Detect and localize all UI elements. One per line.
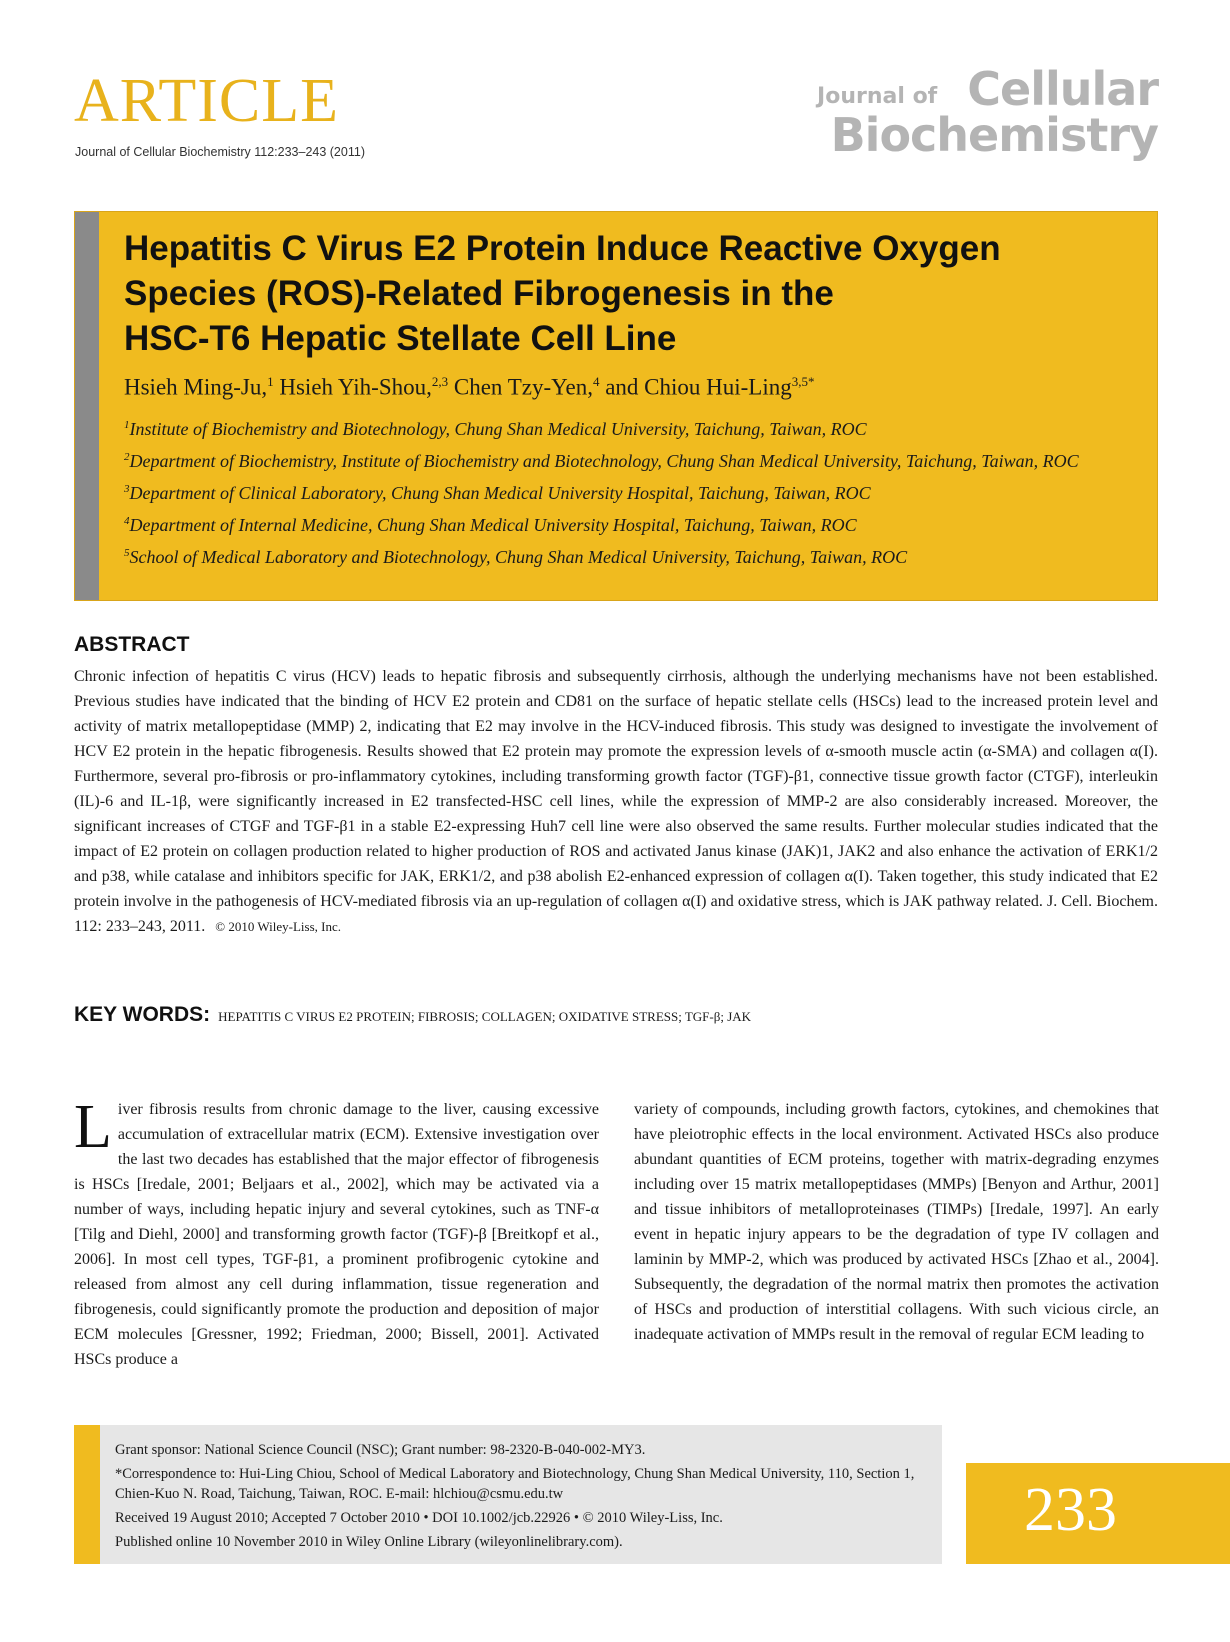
affiliation-item (124, 445, 1134, 474)
title-line-3: HSC-T6 Hepatic Stellate Cell Line (124, 319, 677, 358)
affiliation-text: School of Medical Laboratory and Biotechnology, Chung Shan Medical University, Taichung, Taiwan, ROC (129, 547, 908, 567)
author-name: Hsieh Yih-Shou, (279, 374, 432, 400)
footer-notes (74, 1425, 942, 1564)
title-side-bar (75, 212, 99, 600)
abstract-copyright: © 2010 Wiley-Liss, Inc. (215, 919, 341, 934)
affiliation-text: Institute of Biochemistry and Biotechnology, Chung Shan Medical University, Taichung, Taiwan, ROC (129, 419, 867, 439)
affiliation-text: Department of Clinical Laboratory, Chung Shan Medical University Hospital, Taichung, Taiwan, ROC (129, 483, 871, 503)
affiliation-number: 5 (124, 547, 130, 559)
body-text-left: iver fibrosis results from chronic damage to the liver, causing excessive accumulation of extracellular matrix (ECM). Extensive investigation over the last two decades has established that the major effector of fibrogenesis is HSCs [Iredale, 2001; Beljaars et al., 2002], which may be activated via a number of ways, including hepatic injury and several cytokines, such as TNF-α [Tilg and Diehl, 2000] and transforming growth factor (TGF)-β [Breitkopf et al., 2006]. In most cell types, TGF-β1, a prominent profibrogenic cytokine and released from almost any cell during inflammation, tissue regeneration and fibrogenesis, could significantly promote the production and deposition of major ECM molecules [Gressner, 1992; Friedman, 2000; Bissell, 2001]. Activated HSCs produce a (74, 1101, 599, 1368)
abstract-paragraph: Chronic infection of hepatitis C virus (HCV) leads to hepatic fibrosis and subsequently cirrhosis, although the underlying mechanisms have not been established. Previous studies have indicated that the binding of HCV E2 protein and CD81 on the surface of hepatic stellate cells (HSCs) lead to the increased protein level and activity of matrix metallopeptidase (MMP) 2, indicating that E2 may involve in the HCV-induced fibrosis. This study was designed to investigate the involvement of HCV E2 protein in the hepatic fibrogenesis. Results showed that E2 protein may promote the expression levels of α-smooth muscle actin (α-SMA) and collagen α(I). Furthermore, several pro-fibrosis or pro-inflammatory cytokines, including transforming growth factor (TGF)-β1, connective tissue growth factor (CTGF), interleukin (IL)-6 and IL-1β, were significantly increased in E2 transfected-HSC cell lines, while the expression of MMP-2 are also considerably increased. Moreover, the significant increases of CTGF and TGF-β1 in a stable E2-expressing Huh7 cell line were also observed the same results. Further molecular studies indicated that the impact of E2 protein on collagen production related to higher production of ROS and activated Janus kinase (JAK)1, JAK2 and also enhance the activation of ERK1/2 and p38, while catalase and inhibitors specific for JAK, ERK1/2, and p38 abolish E2-enhanced expression of collagen α(I). Taken together, this study indicated that E2 protein involve in the pathogenesis of HCV-mediated fibrosis via an up-regulation of collagen α(I) and oxidative stress, which is JAK pathway related. J. Cell. Biochem. 112: 233–243, 2011. (74, 668, 1158, 935)
logo-cellular: Cellular (967, 62, 1158, 116)
author-name: Chen Tzy-Yen, (453, 374, 593, 400)
author-affiliation-mark: 2,3 (431, 374, 449, 389)
body-column-left (74, 1093, 599, 1372)
logo-biochemistry: Biochemistry (830, 108, 1158, 162)
author-affiliation-mark: 1 (267, 374, 274, 389)
abstract-heading: ABSTRACT (74, 633, 190, 656)
affiliation-text: Department of Internal Medicine, Chung Shan Medical University Hospital, Taichung, Taiwan, ROC (129, 515, 857, 535)
affiliation-number: 4 (124, 515, 130, 527)
footer-text (115, 1440, 920, 1556)
article-title (124, 226, 1124, 361)
drop-cap: L (74, 1093, 112, 1161)
affiliation-number: 2 (124, 451, 130, 463)
logo-journal-of: Journal of (817, 84, 938, 109)
affiliation-text: Department of Biochemistry, Institute of Biochemistry and Biotechnology, Chung Shan Medical University, Taichung, Taiwan, ROC (129, 451, 1079, 471)
correspondence: *Correspondence to: Hui-Ling Chiou, School of Medical Laboratory and Biotechnology, Chung Shan Medical University, 110, Section 1, Chien-Kuo N. Road, Taichung, Taiwan, ROC. E-mail: hlchiou@csmu.edu.tw (115, 1466, 915, 1502)
affiliation-number: 3 (124, 483, 130, 495)
journal-logo (817, 62, 1158, 162)
affiliation-item (124, 509, 1134, 538)
author-name: and Chiou Hui-Ling (605, 374, 792, 400)
body-column-right (634, 1097, 1159, 1347)
grant-sponsor: Grant sponsor: National Science Council (NSC); Grant number: 98-2320-B-040-002-MY3. (115, 1442, 646, 1458)
author-affiliation-mark: 3,5* (791, 374, 815, 389)
page-number: 233 (1024, 1476, 1117, 1544)
abstract-text (74, 664, 1158, 939)
page-number-box (966, 1463, 1230, 1564)
keywords-list: HEPATITIS C VIRUS E2 PROTEIN; FIBROSIS; COLLAGEN; OXIDATIVE STRESS; TGF-β; JAK (218, 1009, 752, 1024)
title-line-1: Hepatitis C Virus E2 Protein Induce Reactive Oxygen (124, 229, 1001, 268)
title-line-2: Species (ROS)-Related Fibrogenesis in the (124, 274, 834, 313)
journal-citation: Journal of Cellular Biochemistry 112:233–243 (2011) (75, 145, 365, 159)
received-dates: Received 19 August 2010; Accepted 7 October 2010 • DOI 10.1002/jcb.22926 • © 2010 Wiley-Liss, Inc. (115, 1510, 723, 1526)
affiliation-item (124, 477, 1134, 506)
keywords-line (74, 1003, 751, 1027)
author-name: Hsieh Ming-Ju, (124, 374, 268, 400)
affiliation-list (124, 413, 1134, 573)
affiliation-number: 1 (124, 419, 130, 431)
author-affiliation-mark: 4 (592, 374, 600, 389)
article-label: ARTICLE (74, 67, 340, 135)
body-text-right: variety of compounds, including growth factors, cytokines, and chemokines that have pleiotrophic effects in the local environment. Activated HSCs also produce abundant quantities of ECM proteins, together with matrix-degrading enzymes including over 15 matrix metallopeptidases (MMPs) [Benyon and Arthur, 2001] and tissue inhibitors of metalloproteinases (TIMPs) [Iredale, 1997]. An early event in hepatic injury appears to be the degradation of type IV collagen and laminin by MMP-2, which was produced by activated HSCs [Zhao et al., 2004]. Subsequently, the degradation of the normal matrix then promotes the activation of HSCs and production of interstitial collagens. With such vicious circle, an inadequate activation of MMPs result in the removal of regular ECM leading to (634, 1101, 1159, 1343)
title-box (74, 211, 1158, 601)
affiliation-item (124, 413, 1134, 442)
affiliation-item (124, 541, 1134, 570)
footer-side-bar (74, 1425, 100, 1564)
keywords-label: KEY WORDS: (74, 1003, 211, 1026)
published-online: Published online 10 November 2010 in Wiley Online Library (wileyonlinelibrary.com). (115, 1534, 623, 1550)
author-list (124, 374, 815, 401)
